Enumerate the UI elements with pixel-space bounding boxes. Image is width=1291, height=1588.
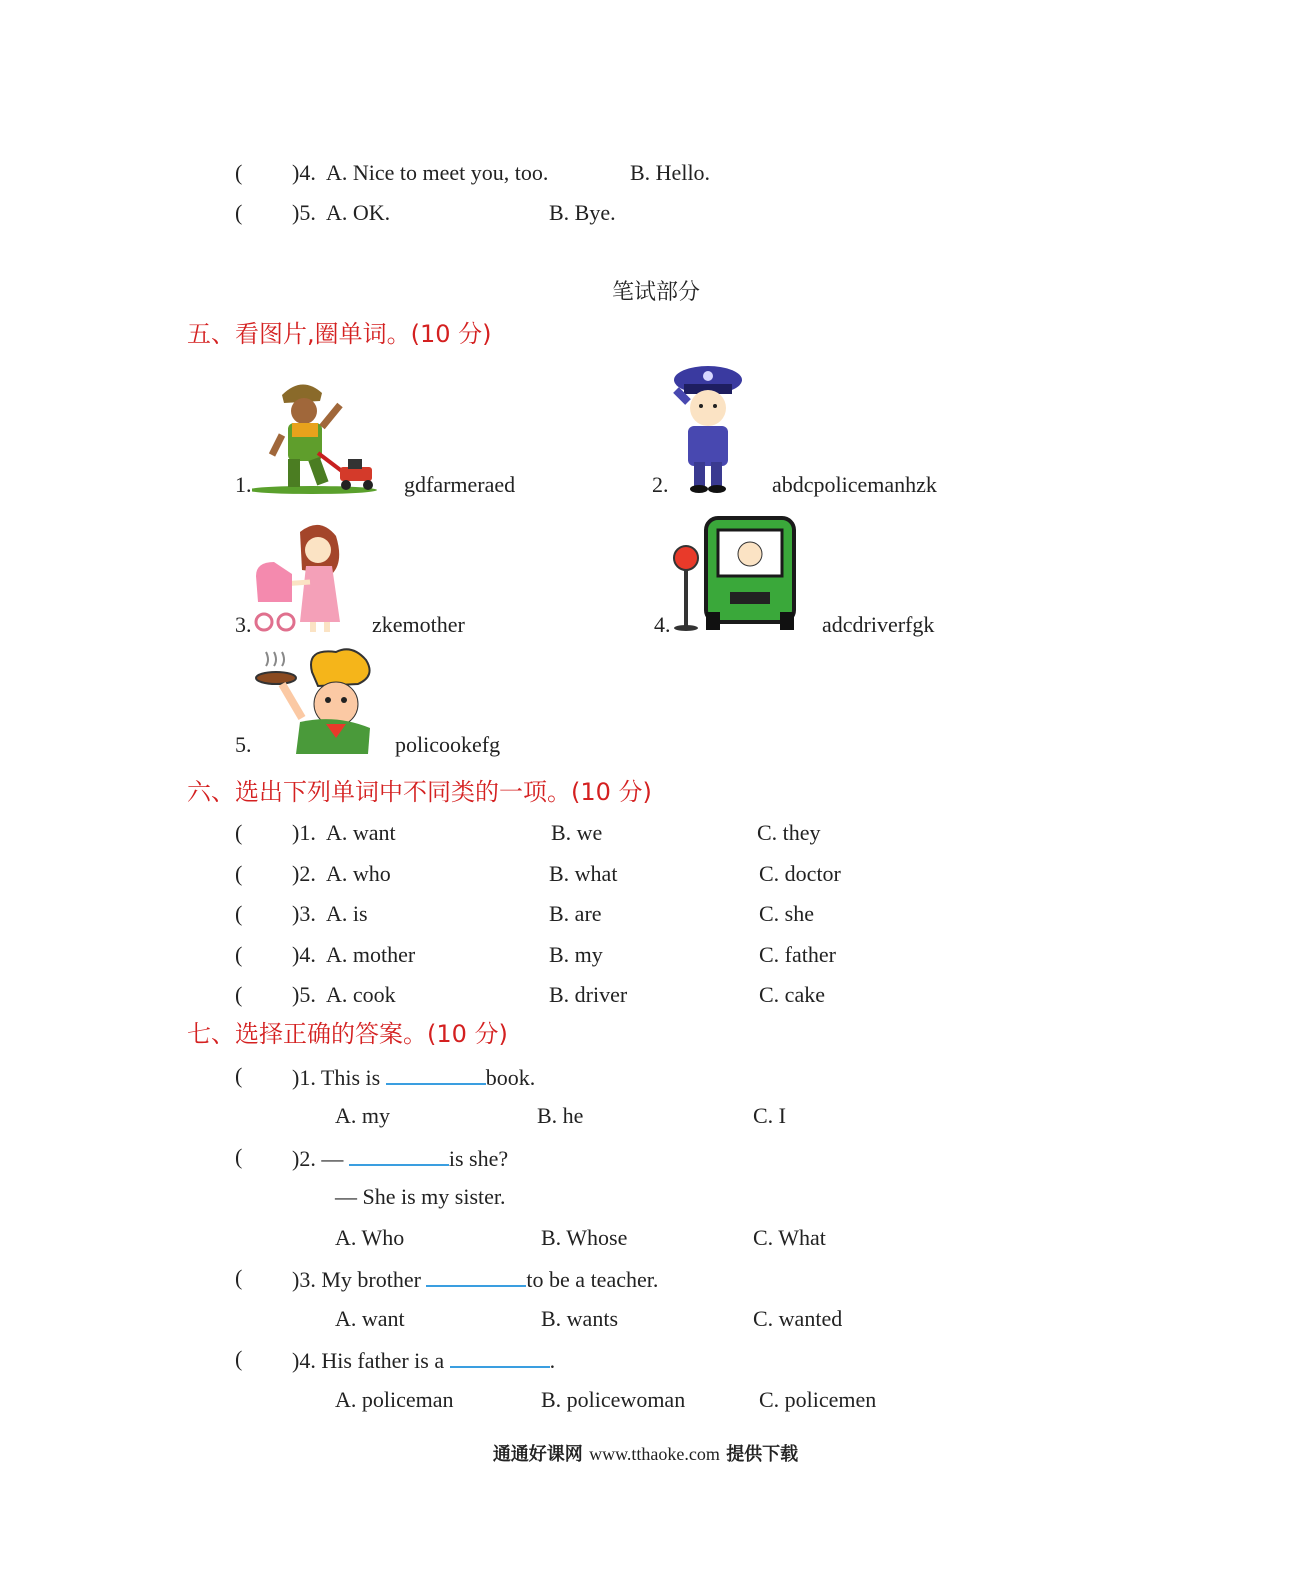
answer-paren: ( (235, 1265, 243, 1290)
question-text: )2. — (292, 1146, 349, 1171)
answer-blank[interactable] (386, 1063, 486, 1085)
answer-paren: ( (235, 942, 243, 967)
option-c: C. she (759, 901, 814, 926)
written-part-title: 笔试部分 (612, 280, 701, 305)
scrambled-word: abdcpolicemanhzk (772, 472, 937, 497)
question-text: )4. His father is a (292, 1348, 450, 1373)
option-b: B. are (549, 901, 602, 926)
item-number: 2. (652, 472, 669, 497)
footer-note: 提供下载 (726, 1444, 799, 1465)
option-a: A. cook (326, 982, 396, 1007)
answer-paren: ( (235, 901, 243, 926)
option-b: B. Whose (541, 1225, 628, 1250)
question-number: )3. (292, 901, 316, 926)
question-2 (292, 1144, 508, 1172)
question-3 (292, 1265, 658, 1293)
answer-paren: ( (235, 1346, 243, 1371)
footer-credit (0, 1440, 1291, 1466)
option-a: A. who (326, 861, 391, 886)
item-number: 1. (235, 472, 252, 497)
option-c: C. cake (759, 982, 825, 1007)
option-b: B. Bye. (549, 200, 616, 225)
policeman-saluting-image (668, 362, 748, 494)
option-c: C. father (759, 942, 836, 967)
option-b: B. wants (541, 1306, 618, 1331)
site-url[interactable]: www.tthaoke.com (589, 1444, 720, 1464)
option-a: A. is (326, 901, 368, 926)
question-text: to be a teacher. (526, 1267, 659, 1292)
option-a: A. OK. (326, 200, 391, 225)
question-number: )5. (292, 200, 316, 225)
option-a: A. Who (335, 1225, 405, 1250)
scrambled-word: zkemother (372, 612, 465, 637)
answer-paren: ( (235, 820, 243, 845)
option-b: B. we (551, 820, 603, 845)
farmer-mowing-image (252, 375, 382, 495)
section-6-heading: 六、选出下列单词中不同类的一项。(10 分) (187, 778, 652, 806)
question-number: )5. (292, 982, 316, 1007)
scrambled-word: gdfarmeraed (404, 472, 516, 497)
option-b: B. driver (549, 982, 628, 1007)
question-text: . (549, 1348, 556, 1373)
answer-paren: ( (235, 200, 243, 225)
cook-with-dish-image (252, 648, 376, 754)
scrambled-word: adcdriverfgk (822, 612, 935, 637)
item-number: 3. (235, 612, 252, 637)
question-1 (292, 1063, 535, 1091)
question-number: )1. (292, 820, 316, 845)
option-c: C. they (757, 820, 821, 845)
option-b: B. he (537, 1103, 584, 1128)
question-text: book. (485, 1065, 536, 1090)
option-a: A. mother (326, 942, 416, 967)
option-b: B. Hello. (630, 160, 711, 185)
item-number: 4. (654, 612, 671, 637)
item-number: 5. (235, 732, 252, 757)
mother-with-pram-image (252, 522, 347, 634)
question-text: is she? (448, 1146, 509, 1171)
site-name: 通通好课网 (492, 1444, 583, 1465)
option-c: C. What (753, 1225, 826, 1250)
dialogue-answer: — She is my sister. (335, 1184, 506, 1209)
option-b: B. policewoman (541, 1387, 686, 1412)
option-a: A. want (326, 820, 396, 845)
answer-blank[interactable] (426, 1265, 526, 1287)
option-c: C. wanted (753, 1306, 843, 1331)
option-b: B. my (549, 942, 603, 967)
scrambled-word: policookefg (395, 732, 501, 757)
question-number: )4. (292, 160, 316, 185)
question-text: )3. My brother (292, 1267, 427, 1292)
answer-paren: ( (235, 1144, 243, 1169)
option-a: A. my (335, 1103, 390, 1128)
question-4 (292, 1346, 555, 1374)
option-a: A. want (335, 1306, 405, 1331)
answer-paren: ( (235, 1063, 243, 1088)
answer-blank[interactable] (450, 1346, 550, 1368)
option-a: A. policeman (335, 1387, 454, 1412)
section-7-heading: 七、选择正确的答案。(10 分) (187, 1020, 508, 1048)
answer-paren: ( (235, 982, 243, 1007)
answer-paren: ( (235, 160, 243, 185)
option-c: C. policemen (759, 1387, 877, 1412)
section-5-heading: 五、看图片,圈单词。(10 分) (187, 320, 492, 348)
bus-driver-image (670, 512, 800, 636)
question-text: )1. This is (292, 1065, 386, 1090)
answer-blank[interactable] (349, 1144, 449, 1166)
option-b: B. what (549, 861, 618, 886)
question-number: )2. (292, 861, 316, 886)
option-a: A. Nice to meet you, too. (326, 160, 549, 185)
answer-paren: ( (235, 861, 243, 886)
option-c: C. doctor (759, 861, 841, 886)
option-c: C. I (753, 1103, 786, 1128)
question-number: )4. (292, 942, 316, 967)
